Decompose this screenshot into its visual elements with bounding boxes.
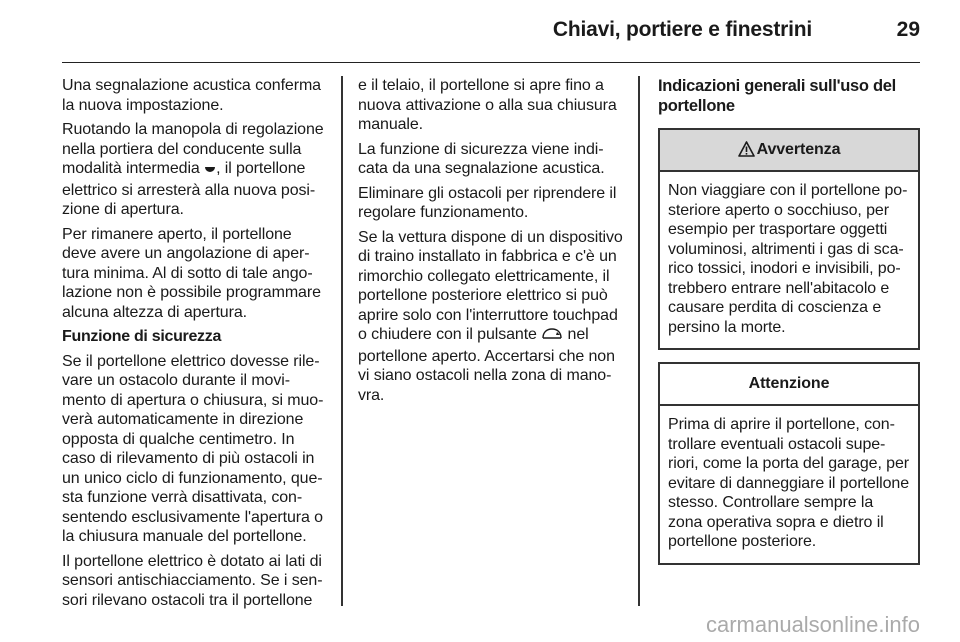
tailgate-close-button-icon: [541, 327, 563, 347]
text-span: , il portellone elettrico si arresterà alla nuova posi-zione di apertura.: [62, 160, 316, 218]
warning-text: Non viaggiare con il portellone po-steriore aperto o socchiuso, per esempio per trasportare oggetti voluminosi, altrimenti i gas di sca-rico tossici, inodori e invisibili, po-trebbero entrare nell'abitacolo e causare perdita di coscienza e persino la morte.: [668, 182, 908, 336]
paragraph: Il portellone elettrico è dotato ai lati di sensori antischiacciamento. Se i sen-sori rilevano ostacoli tra il portellone: [62, 552, 323, 609]
paragraph: [358, 228, 626, 406]
half-moon-mode-icon: [204, 161, 216, 181]
text-column-3: [658, 76, 920, 577]
paragraph: [62, 120, 330, 220]
section-heading: Funzione di sicurezza: [62, 328, 222, 345]
warning-title: Avvertenza: [756, 141, 841, 158]
caution-text: Prima di aprire il portellone, con-trollare eventuali ostacoli supe-riori, come la porta del garage, per evitare di danneggiare il portellone stesso. Controllare sempre la zona operativa sopra e dietro il portellone posteriore.: [668, 416, 910, 550]
warning-box: [658, 128, 920, 350]
section-heading: Indicazioni generali sull'uso del portellone: [658, 77, 896, 115]
caution-box: [658, 362, 920, 565]
paragraph: Eliminare gli ostacoli per riprendere il regolare funzionamento.: [358, 184, 617, 221]
page-title: Chiavi, portiere e finestrini: [552, 18, 812, 41]
text-column-2: [358, 76, 626, 410]
caution-title: Attenzione: [660, 364, 918, 406]
paragraph: La funzione di sicurezza viene indi-cata da una segnalazione acustica.: [358, 140, 605, 177]
warning-box-header: [660, 130, 918, 172]
page-header: [62, 18, 920, 63]
paragraph: Per rimanere aperto, il portellone deve avere un angolazione di aper-tura minima. Al di sotto di tale ango-lazione non è possibile programmare alcuna altezza di apertura.: [62, 225, 321, 321]
text-span: Se la vettura dispone di un dispositivo di traino installato in fabbrica e c'è un rimorchio collegato elettricamente, il portellone posteriore elettrico si può aprire solo con l'interruttore touchpad o chiudere con il pulsante: [358, 228, 623, 343]
text-column-1: [62, 76, 330, 615]
text-span: nel portellone aperto. Accertarsi che non vi siano ostacoli nella zona di mano-vra.: [358, 326, 615, 404]
warning-triangle-icon: [738, 133, 755, 173]
paragraph: e il telaio, il portellone si apre fino a nuova attivazione o alla sua chiusura manuale.: [358, 77, 617, 133]
text-span: Ruotando la manopola di regolazione nella portiera del conducente sulla modalità intermedia: [62, 121, 324, 177]
paragraph: Se il portellone elettrico dovesse rile-vare un ostacolo durante il movi-mento di apertura o chiusura, si muo-verà automaticamente in direzione opposta di qualche centimetro. In caso di rilevamento di più ostacoli in un unico ciclo di funzionamento, que-sta funzione verrà disattivata, con-sentendo esclusivamente l'apertura o la chiusura manuale del portellone.: [62, 352, 324, 545]
watermark: carmanualsonline.info: [705, 612, 920, 637]
column-divider: [341, 76, 343, 606]
column-divider: [638, 76, 640, 606]
paragraph: Una segnalazione acustica conferma la nuova impostazione.: [62, 77, 321, 114]
page-number: 29: [896, 18, 920, 41]
